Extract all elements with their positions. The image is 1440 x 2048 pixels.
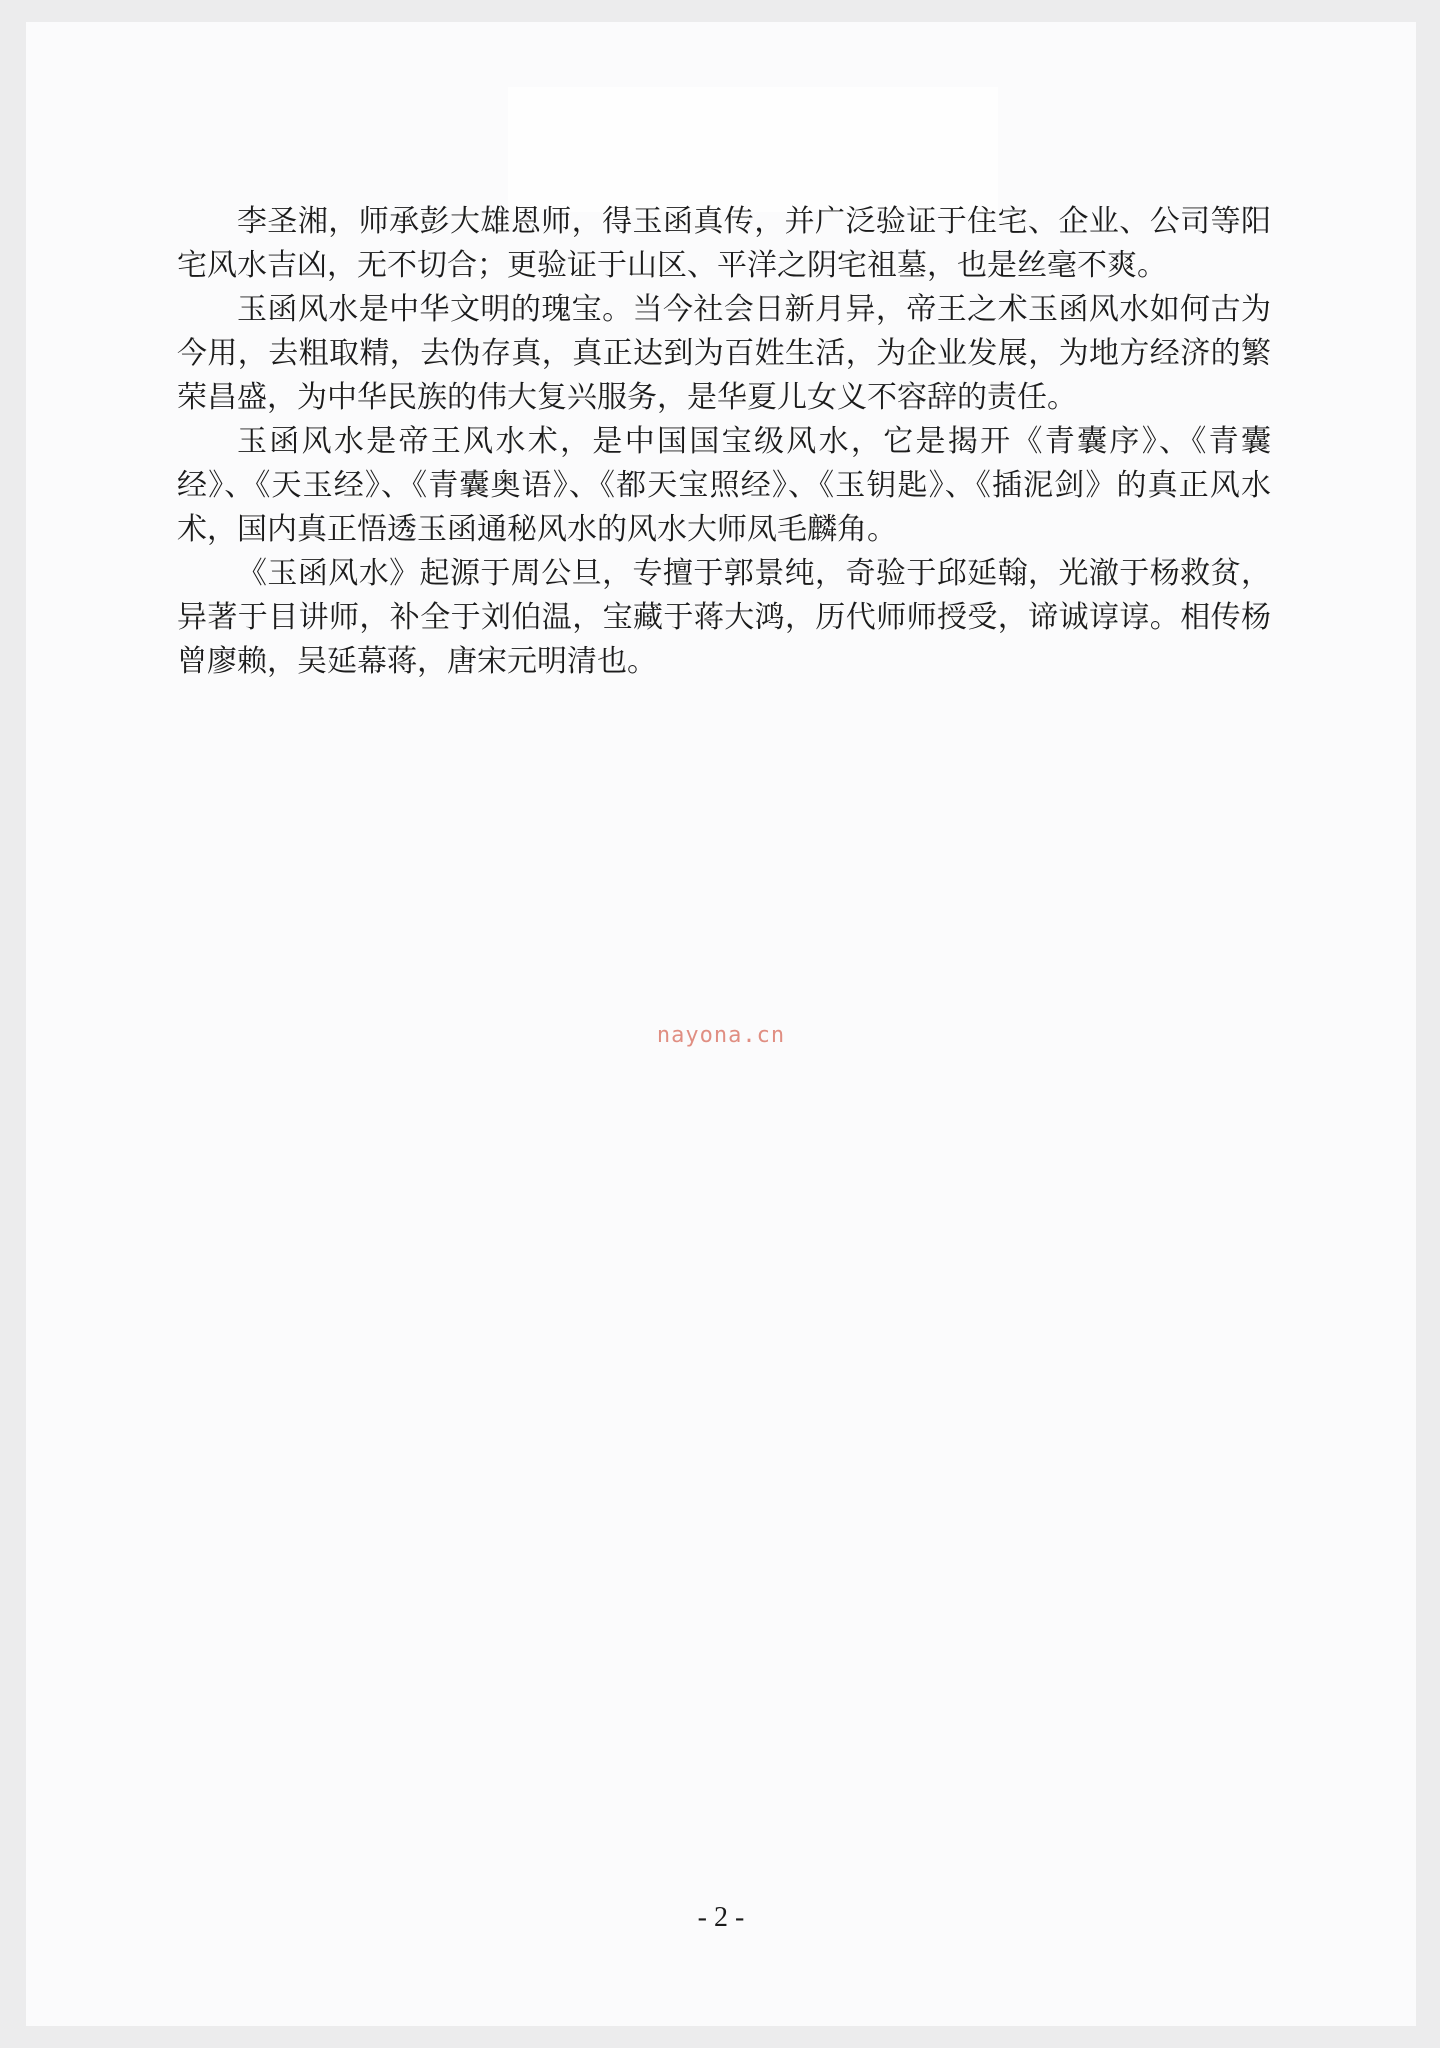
document-page [26,22,1416,2026]
body-text [177,200,1271,684]
paragraph: 《玉函风水》起源于周公旦，专擅于郭景纯，奇验于邱延翰，光澈于杨救贫，异著于目讲师，补全于刘伯温，宝藏于蒋大鸿，历代师师授受，谛诚谆谆。相传杨曾廖赖，吴延幕蒋，唐宋元明清也。 [177,556,1271,679]
paragraph: 玉函风水是帝王风水术，是中国国宝级风水，它是揭开《青囊序》、《青囊经》、《天玉经》、《青囊奥语》、《都天宝照经》、《玉钥匙》、《插泥剑》的真正风水术，国内真正悟透玉函通秘风水的风水大师凤毛麟角。 [177,424,1271,547]
paragraph: 玉函风水是中华文明的瑰宝。当今社会日新月异，帝王之术玉函风水如何古为今用，去粗取精，去伪存真，真正达到为百姓生活，为企业发展，为地方经济的繁荣昌盛，为中华民族的伟大复兴服务，是华夏儿女义不容辞的责任。 [177,292,1271,415]
blank-header-area [508,87,998,212]
paragraph: 李圣湘，师承彭大雄恩师，得玉函真传，并广泛验证于住宅、企业、公司等阳宅风水吉凶，无不切合；更验证于山区、平洋之阴宅祖墓，也是丝毫不爽。 [177,204,1271,283]
watermark: nayona.cn [656,1023,786,1048]
page-number: - 2 - [697,1902,745,1933]
